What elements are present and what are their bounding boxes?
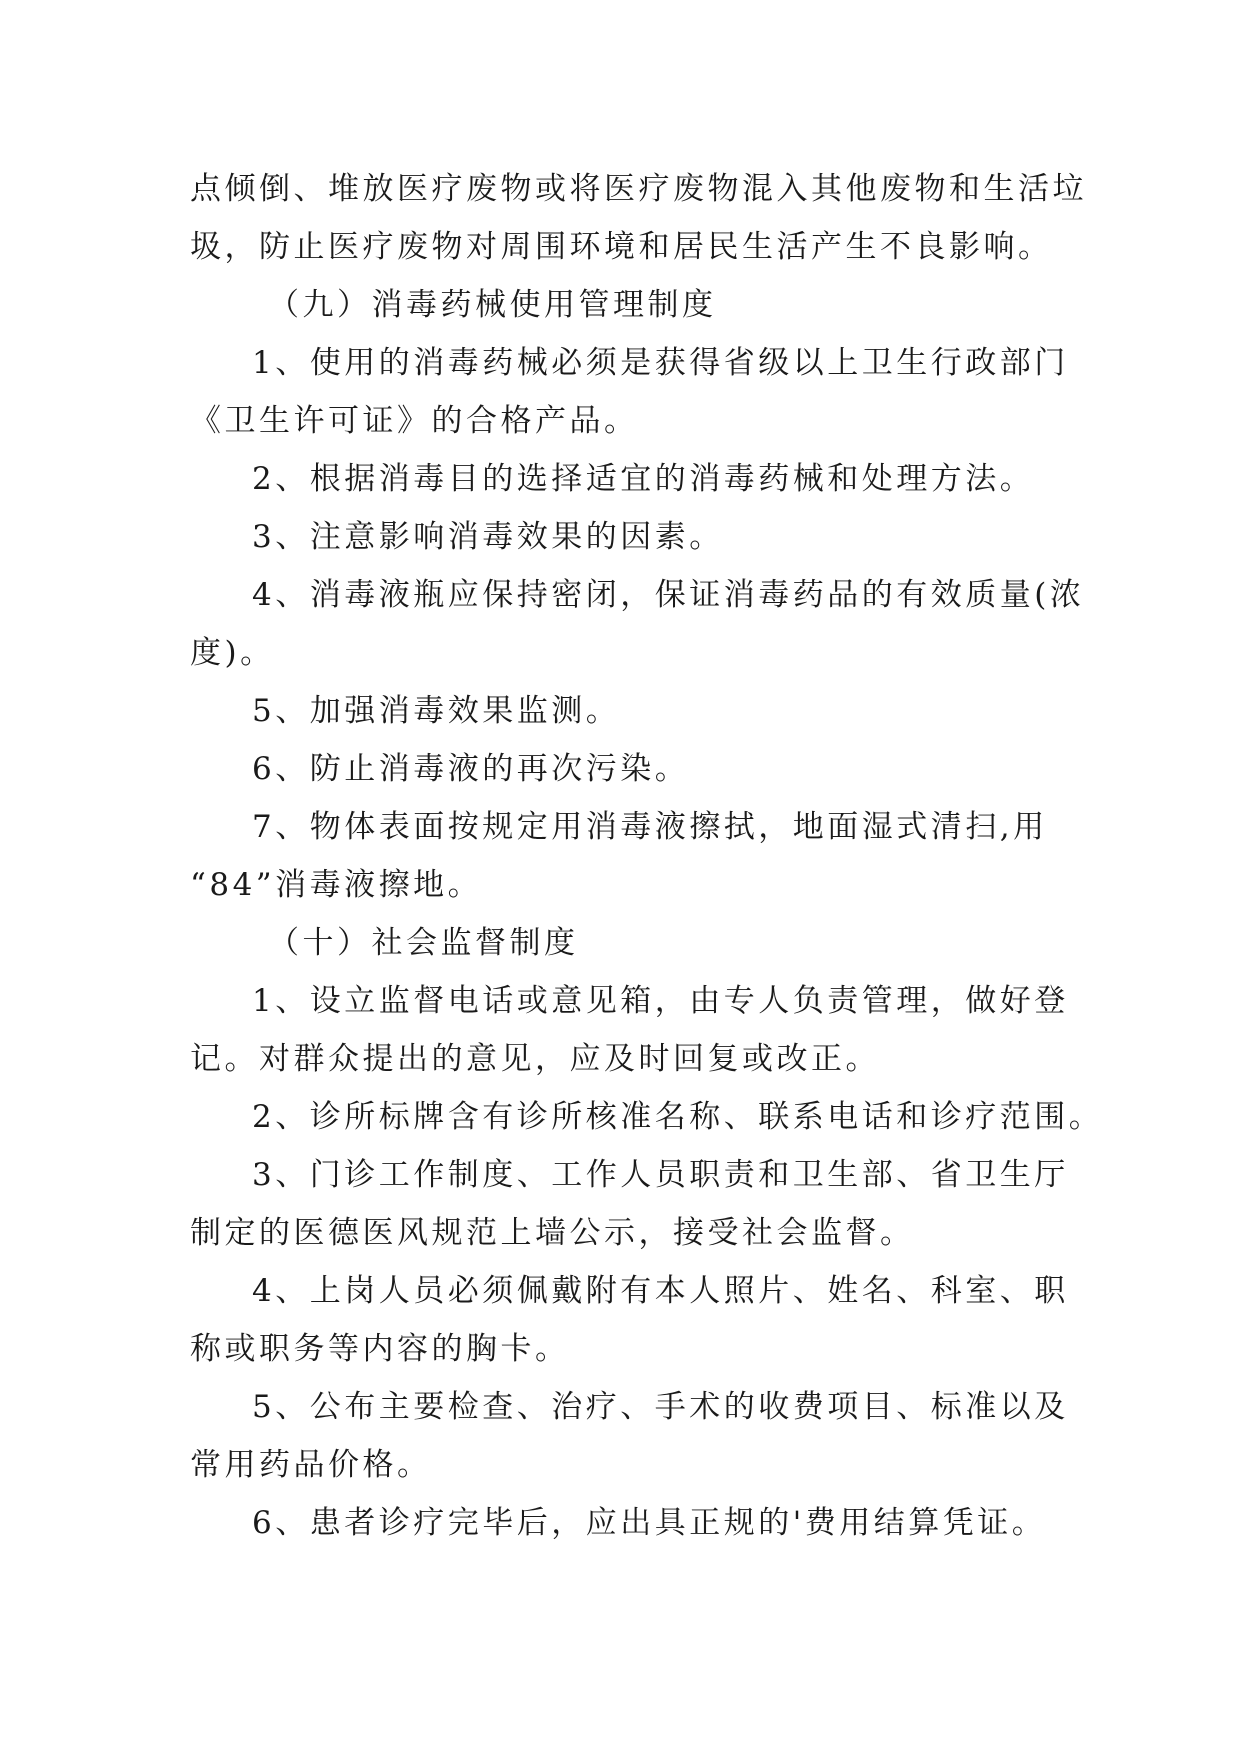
text-line: 《卫生许可证》的合格产品。 (190, 403, 639, 439)
list-item: 1、使用的消毒药械必须是获得省级以上卫生行政部门 (252, 345, 1069, 381)
list-item: 7、物体表面按规定用消毒液擦拭，地面湿式清扫,用 (252, 809, 1048, 845)
section-heading: （九）消毒药械使用管理制度 (268, 287, 717, 323)
text-line: 圾，防止医疗废物对周围环境和居民生活产生不良影响。 (190, 229, 1053, 265)
list-item: 4、消毒液瓶应保持密闭，保证消毒药品的有效质量(浓 (252, 577, 1085, 613)
text-line: 记。对群众提出的意见，应及时回复或改正。 (190, 1041, 880, 1077)
list-item: 4、上岗人员必须佩戴附有本人照片、姓名、科室、职 (252, 1273, 1069, 1309)
list-item: 6、防止消毒液的再次污染。 (252, 751, 690, 787)
text-line: 称或职务等内容的胸卡。 (190, 1331, 570, 1367)
list-item: 6、患者诊疗完毕后，应出具正规的'费用结算凭证。 (252, 1505, 1047, 1541)
list-item: 5、公布主要检查、治疗、手术的收费项目、标准以及 (252, 1389, 1069, 1425)
text-line: 制定的医德医风规范上墙公示，接受社会监督。 (190, 1215, 915, 1251)
list-item: 2、诊所标牌含有诊所核准名称、联系电话和诊疗范围。 (252, 1099, 1104, 1135)
text-line: 点倾倒、堆放医疗废物或将医疗废物混入其他废物和生活垃 (190, 171, 1087, 207)
list-item: 3、门诊工作制度、工作人员职责和卫生部、省卫生厅 (252, 1157, 1069, 1193)
text-line: 度)。 (190, 635, 275, 671)
list-item: 1、设立监督电话或意见箱，由专人负责管理，做好登 (252, 983, 1069, 1019)
document-body (190, 160, 1104, 1552)
list-item: 5、加强消毒效果监测。 (252, 693, 621, 729)
list-item: 2、根据消毒目的选择适宜的消毒药械和处理方法。 (252, 461, 1035, 497)
text-line: 常用药品价格。 (190, 1447, 432, 1483)
text-line: “84”消毒液擦地。 (190, 867, 483, 903)
section-heading: （十）社会监督制度 (268, 925, 579, 961)
list-item: 3、注意影响消毒效果的因素。 (252, 519, 724, 555)
